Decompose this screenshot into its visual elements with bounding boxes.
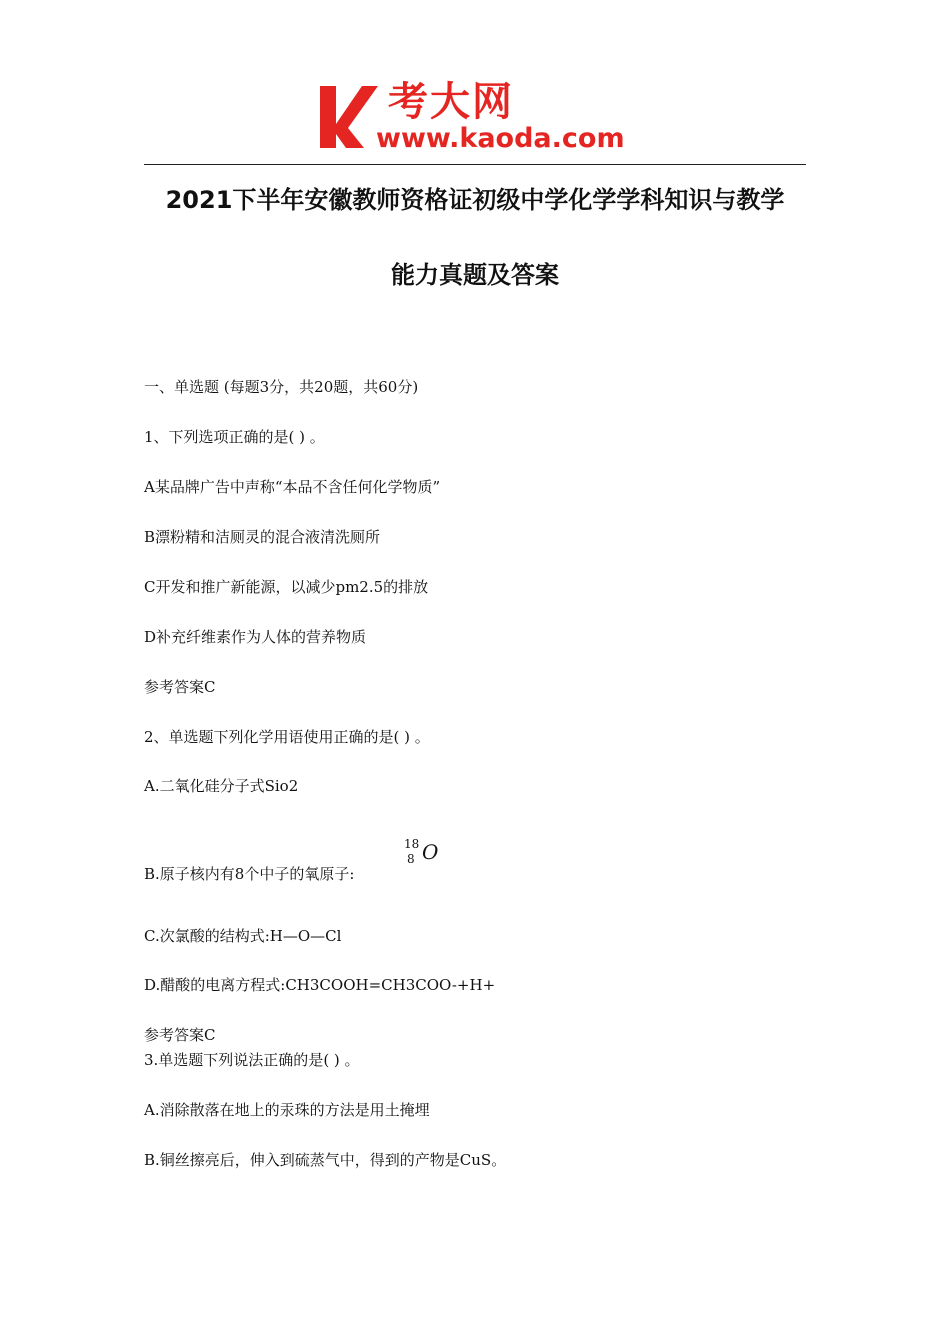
header-divider [144,164,806,165]
question-1-option-d: D补充纤维素作为人体的营养物质 [144,628,367,646]
question-2-option-b: B.原子核内有8个中子的氧原子: [144,865,355,883]
document-title-line-1: 2021下半年安徽教师资格证初级中学化学学科知识与教学 [165,186,785,214]
kaoda-logo [318,80,638,158]
question-1-stem: 1、下列选项正确的是( ) 。 [144,428,325,446]
question-3-option-a: A.消除散落在地上的汞珠的方法是用土掩埋 [144,1101,430,1119]
question-2-option-d: D.醋酸的电离方程式:CH3COOH=CH3COO-+H+ [144,976,496,994]
question-1-option-c: C开发和推广新能源，以减少pm2.5的排放 [144,578,429,596]
document-title-line-2: 能力真题及答案 [391,261,559,289]
logo-url-text: www.kaoda.com [376,123,625,154]
section-heading: 一、单选题 (每题3分，共20题，共60分) [144,378,419,396]
question-2-option-c: C.次氯酸的结构式:H—O—Cl [144,927,342,945]
isotope-mass-number: 18 [404,837,420,851]
oxygen-18-isotope-formula [404,838,446,874]
question-3-stem: 3.单选题下列说法正确的是( ) 。 [144,1051,360,1069]
question-2-stem: 2、单选题下列化学用语使用正确的是( ) 。 [144,728,430,746]
isotope-atomic-number: 8 [407,852,415,866]
question-1-option-a: A某品牌广告中声称“本品不含任何化学物质” [144,478,441,496]
k-logo-icon [318,84,380,150]
question-2-option-a: A.二氧化硅分子式Sio2 [144,777,299,795]
logo-chinese-text: 考大网 [388,79,514,125]
question-2-answer: 参考答案C [144,1026,216,1044]
question-1-option-b: B漂粉精和洁厕灵的混合液清洗厕所 [144,528,381,546]
question-3-option-b: B.铜丝擦亮后，伸入到硫蒸气中，得到的产物是CuS。 [144,1151,507,1169]
isotope-element-symbol: O [422,840,439,864]
question-1-answer: 参考答案C [144,678,216,696]
